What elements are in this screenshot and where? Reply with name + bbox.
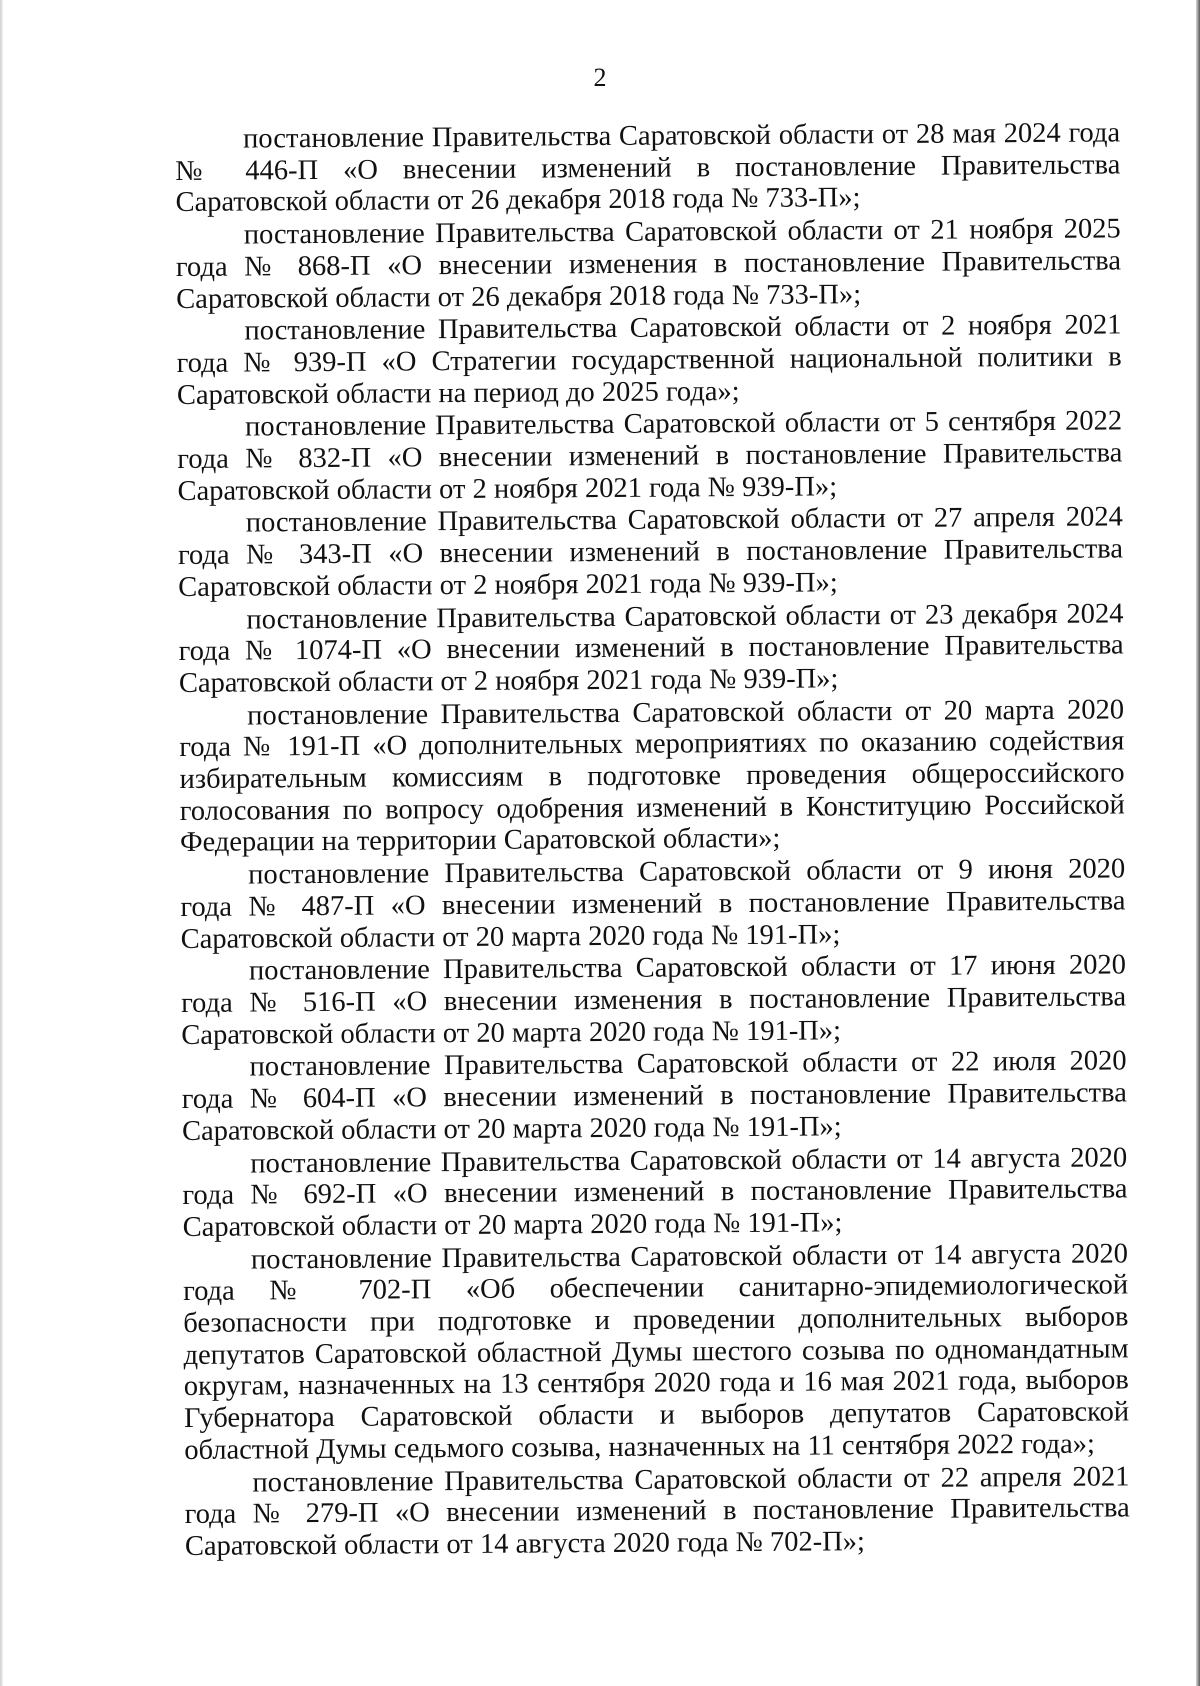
document-body: [175, 117, 1130, 1563]
page-left-edge: [0, 0, 3, 1686]
paragraph: постановление Правительства Саратовской области от 22 апреля 2021 года № 279-П «О внесении изменений в постановление Правительства Саратовской области от 14 августа 2020 года № 702-П»;: [184, 1460, 1130, 1562]
paragraph: постановление Правительства Саратовской области от 2 ноября 2021 года № 939-П «О Стратегии государственной национальной политики в Саратовской области на период до 2025 года»;: [176, 309, 1122, 411]
page-right-edge: [1196, 0, 1200, 1686]
paragraph: постановление Правительства Саратовской области от 14 августа 2020 года № 702-П «Об обеспечении санитарно-эпидемиологической безопасности при подготовке и проведении дополнительных выборов депутатов Саратовской областной Думы шестого созыва по одномандатным округам, назначенных на 13 сентября 2020 года и 16 мая 2021 года, выборов Губернатора Саратовской области и выборов депутатов Саратовской областной Думы седьмого созыва, назначенных на 11 сентября 2022 года»;: [183, 1237, 1130, 1466]
page-number: 2: [593, 63, 607, 92]
paragraph: постановление Правительства Саратовской области от 14 августа 2020 года № 692-П «О внесении изменений в постановление Правительства Саратовской области от 20 марта 2020 года № 191-П»;: [182, 1141, 1128, 1243]
paragraph: постановление Правительства Саратовской области от 20 марта 2020 года № 191-П «О дополнительных мероприятиях по оказанию содействия избирательным комиссиям в подготовке проведения общероссийского голосования по вопросу одобрения изменений в Конституцию Российской Федерации на территории Саратовской области»;: [179, 694, 1125, 859]
paragraph: постановление Правительства Саратовской области от 22 июля 2020 года № 604-П «О внесении изменений в постановление Правительства Саратовской области от 20 марта 2020 года № 191-П»;: [181, 1045, 1127, 1147]
paragraph: постановление Правительства Саратовской области от 28 мая 2024 года № 446-П «О внесении изменений в постановление Правительства Саратовской области от 26 декабря 2018 года № 733-П»;: [175, 117, 1121, 219]
paragraph: постановление Правительства Саратовской области от 21 ноября 2025 года № 868-П «О внесении изменения в постановление Правительства Саратовской области от 26 декабря 2018 года № 733-П»;: [175, 213, 1122, 315]
paragraph: постановление Правительства Саратовской области от 5 сентября 2022 года № 832-П «О внесении изменений в постановление Правительства Саратовской области от 2 ноября 2021 года № 939-П»;: [177, 405, 1123, 507]
paragraph: постановление Правительства Саратовской области от 17 июня 2020 года № 516-П «О внесении изменения в постановление Правительства Саратовской области от 20 марта 2020 года № 191-П»;: [181, 949, 1127, 1051]
paragraph: постановление Правительства Саратовской области от 9 июня 2020 года № 487-П «О внесении изменений в постановление Правительства Саратовской области от 20 марта 2020 года № 191-П»;: [180, 853, 1126, 955]
paragraph: постановление Правительства Саратовской области от 23 декабря 2024 года № 1074-П «О внесении изменений в постановление Правительства Саратовской области от 2 ноября 2021 года № 939-П»;: [178, 597, 1124, 699]
paragraph: постановление Правительства Саратовской области от 27 апреля 2024 года № 343-П «О внесении изменений в постановление Правительства Саратовской области от 2 ноября 2021 года № 939-П»;: [177, 501, 1124, 603]
